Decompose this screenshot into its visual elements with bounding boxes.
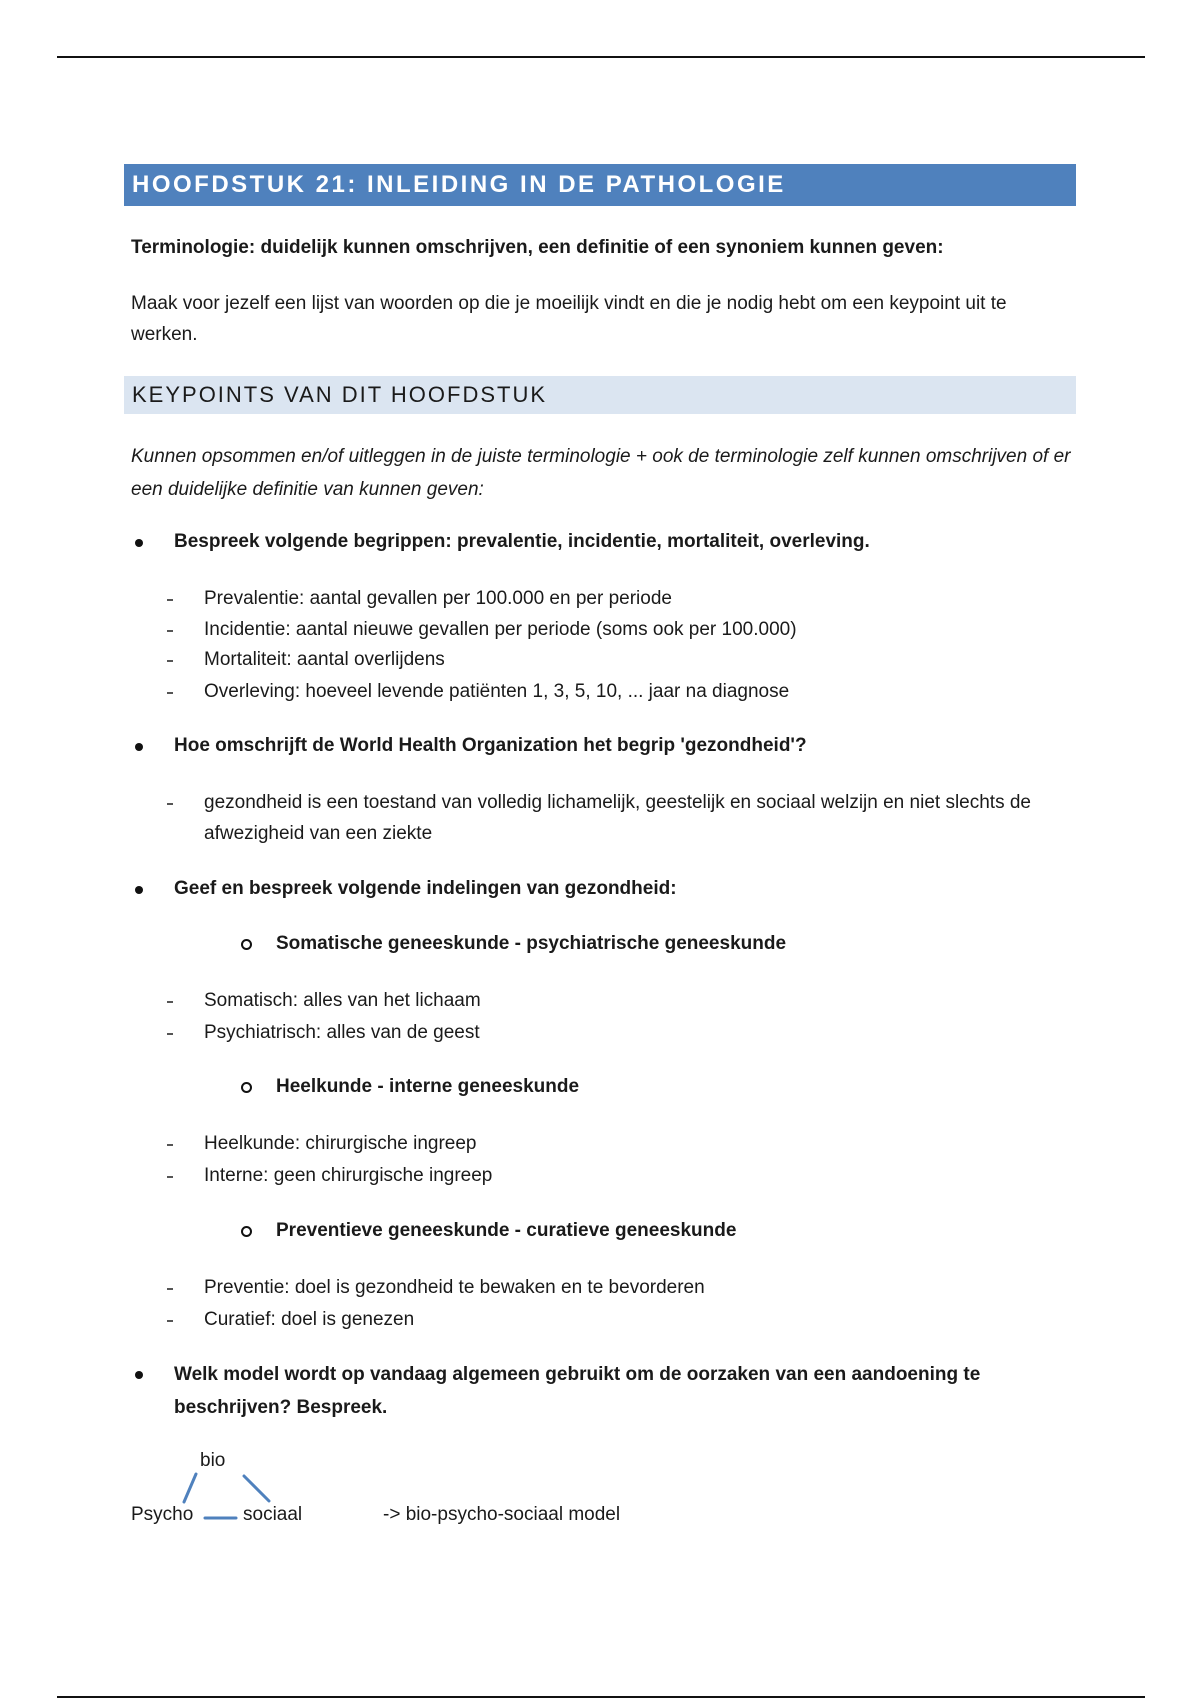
question-text: Welk model wordt op vandaag algemeen gebruikt om de oorzaken van een aandoening te beschrijven? Bespreek. [174,1364,981,1418]
question-text: Bespreek volgende begrippen: prevalentie, incidentie, mortaliteit, overleving. [174,531,870,552]
keypoints-heading: KEYPOINTS VAN DIT HOOFDSTUK [124,376,1076,414]
bottom-rule [57,1696,1145,1698]
diagram-bio: bio [200,1450,226,1471]
diagram-psycho: Psycho [131,1504,194,1525]
diagram-result: -> bio-psycho-sociaal model [383,1504,621,1525]
diagram-line-bio-sociaal [244,1476,269,1501]
chapter-heading: HOOFDSTUK 21: INLEIDING IN DE PATHOLOGIE [124,164,1076,206]
terminologie-title: Terminologie: duidelijk kunnen omschrijven, een definitie of een synoniem kunnen geven: [131,237,944,258]
question-text: Geef en bespreek volgende indelingen van gezondheid: [174,878,677,899]
question-text: Hoe omschrijft de World Health Organization het begrip 'gezondheid'? [174,735,807,756]
diagram-line-bio-psycho [184,1474,196,1502]
diagram-sociaal: sociaal [243,1504,303,1525]
intro-text: Kunnen opsommen en/of uitleggen in de juiste terminologie + ook de terminologie zelf kunnen omschrijven of er een duidelijke definitie van kunnen geven: [131,446,1071,500]
terminologie-text: Maak voor jezelf een lijst van woorden op die je moeilijk vindt en die je nodig hebt om een keypoint uit te werken. [131,293,1007,345]
